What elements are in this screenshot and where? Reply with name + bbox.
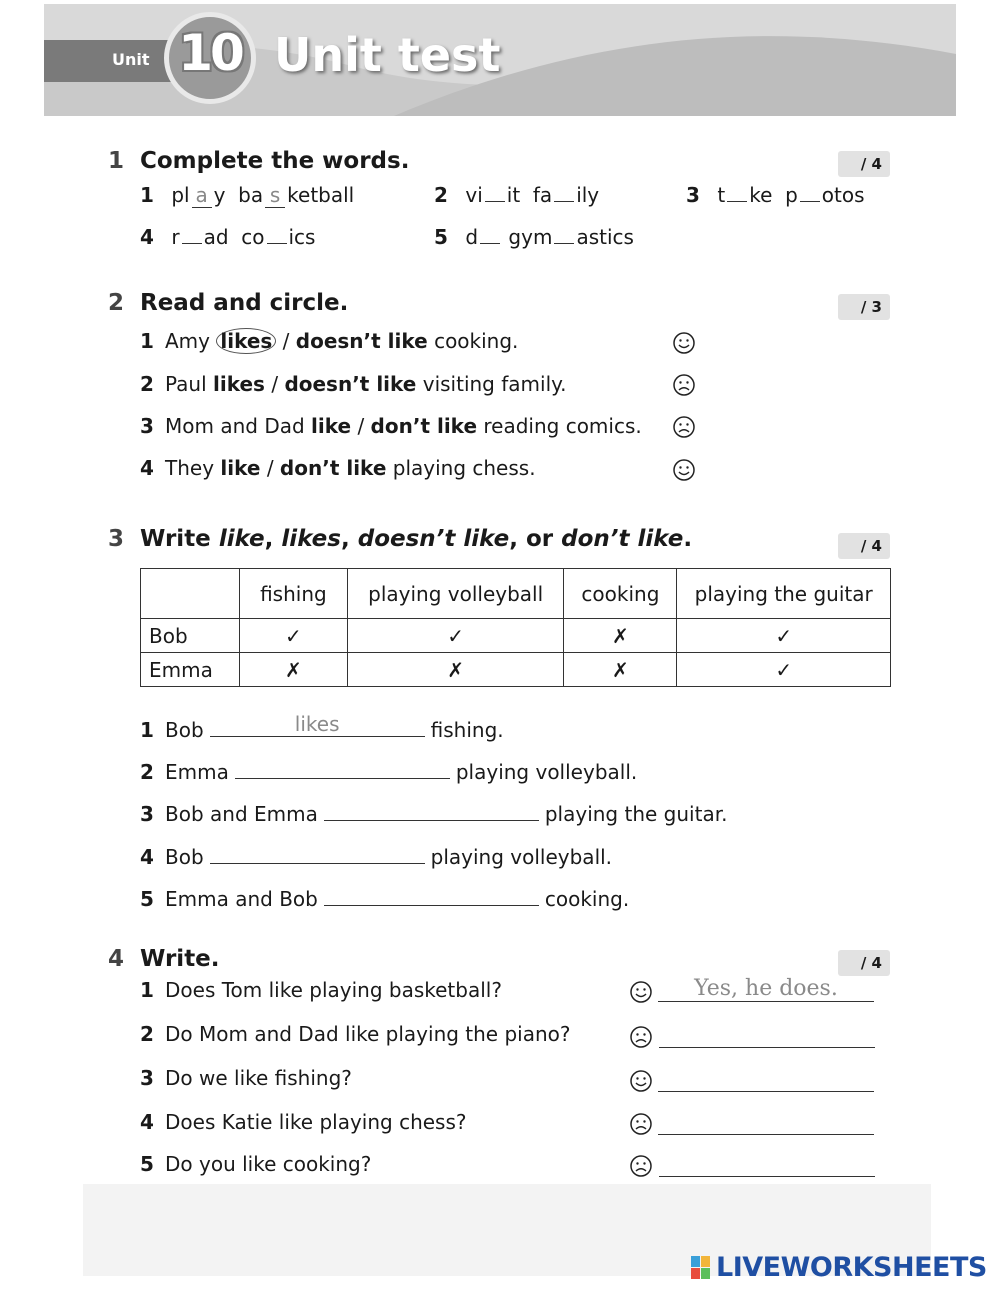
answer-blank[interactable]	[324, 885, 539, 906]
happy-face-icon	[672, 331, 696, 355]
likes-table	[140, 568, 891, 687]
word-item-5: 5 d gym astics	[434, 225, 634, 249]
mark-cell: ✗	[347, 653, 564, 687]
unit-number: 10	[178, 24, 242, 82]
mark-cell: ✗	[239, 653, 347, 687]
option-doesnt-like[interactable]: doesn’t like	[284, 372, 417, 396]
mark-cell: ✓	[677, 653, 891, 687]
option-likes-circled[interactable]: likes	[216, 328, 276, 354]
write-item-4: 4 Bob playing volleyball.	[140, 845, 613, 869]
section2-score: / 3	[838, 294, 890, 320]
mark-cell: ✓	[347, 619, 564, 653]
sad-face-icon	[629, 1112, 653, 1136]
mark-cell: ✓	[239, 619, 347, 653]
table-header-cell	[141, 569, 240, 619]
answer-blank[interactable]	[235, 758, 450, 779]
circle-item-1: 1 Amy likes / doesn’t like cooking.	[140, 329, 519, 353]
happy-face-icon	[629, 1069, 653, 1093]
page-title: Unit test	[274, 28, 501, 82]
table-header-row	[141, 569, 891, 619]
table-header-cell: cooking	[564, 569, 677, 619]
write-item-5: 5 Emma and Bob cooking.	[140, 887, 630, 911]
question-item-3: 3 Do we like fishing?	[140, 1066, 352, 1090]
write-item-1: 1 Bob likes fishing.	[140, 712, 504, 742]
answer-blank[interactable]	[324, 800, 539, 821]
circle-item-2: 2 Paul likes / doesn’t like visiting family.	[140, 372, 567, 396]
question-item-4: 4 Does Katie like playing chess?	[140, 1110, 467, 1134]
section3-score: / 4	[838, 533, 890, 559]
sad-face-icon	[672, 373, 696, 397]
option-dont-like[interactable]: don’t like	[279, 456, 387, 480]
write-item-3: 3 Bob and Emma playing the guitar.	[140, 802, 728, 826]
option-dont-like[interactable]: don’t like	[370, 414, 478, 438]
answer-blank[interactable]	[210, 712, 425, 737]
answer-text: likes	[294, 712, 340, 736]
table-row	[141, 653, 891, 687]
question-item-5: 5 Do you like cooking?	[140, 1152, 372, 1176]
answer-blank[interactable]	[210, 843, 425, 864]
section1-number: 1	[108, 148, 125, 174]
sad-face-icon	[629, 1025, 653, 1049]
answer-line[interactable]	[659, 1156, 875, 1177]
word-blank[interactable]	[485, 185, 505, 202]
unit-label: Unit	[112, 50, 150, 69]
word-blank-filled[interactable]: a	[192, 183, 212, 208]
table-row	[141, 619, 891, 653]
table-header-cell: fishing	[239, 569, 347, 619]
table-header-cell: playing the guitar	[677, 569, 891, 619]
word-blank[interactable]	[554, 227, 574, 244]
liveworksheets-brand: LIVEWORKSHEETS	[716, 1252, 987, 1283]
sad-face-icon	[629, 1154, 653, 1178]
word-blank[interactable]	[480, 227, 500, 244]
circle-item-3: 3 Mom and Dad like / don’t like reading comics.	[140, 414, 642, 438]
mark-cell: ✗	[564, 653, 677, 687]
section3-title: Write like, likes, doesn’t like, or don’t like.	[140, 526, 693, 552]
option-like[interactable]: like	[311, 414, 352, 438]
happy-face-icon	[672, 458, 696, 482]
word-item-2: 2 vi it fa ily	[434, 183, 600, 207]
option-likes[interactable]: likes	[213, 372, 265, 396]
word-blank[interactable]	[267, 227, 287, 244]
word-item-3: 3 t ke p otos	[686, 183, 865, 207]
question-item-1: 1 Does Tom like playing basketball?	[140, 978, 502, 1002]
option-doesnt-like[interactable]: doesn’t like	[295, 329, 428, 353]
sample-answer: Yes, he does.	[694, 976, 838, 1001]
word-item-1: 1 pl a y ba s ketball	[140, 183, 355, 207]
write-item-2: 2 Emma playing volleyball.	[140, 760, 638, 784]
sad-face-icon	[672, 415, 696, 439]
word-blank[interactable]	[727, 185, 747, 202]
section2-number: 2	[108, 290, 125, 316]
row-name: Bob	[141, 619, 240, 653]
word-item-4: 4 r ad co ics	[140, 225, 316, 249]
question-item-2: 2 Do Mom and Dad like playing the piano?	[140, 1022, 571, 1046]
section4-score: / 4	[838, 950, 890, 976]
mark-cell: ✗	[564, 619, 677, 653]
word-blank-filled[interactable]: s	[265, 183, 285, 208]
answer-line[interactable]	[658, 1071, 874, 1092]
circle-item-4: 4 They like / don’t like playing chess.	[140, 456, 536, 480]
section1-title: Complete the words.	[140, 148, 410, 174]
liveworksheets-logo-icon	[691, 1256, 711, 1280]
section1-score: / 4	[838, 151, 890, 177]
happy-face-icon	[629, 980, 653, 1004]
option-like[interactable]: like	[220, 456, 261, 480]
word-blank[interactable]	[182, 227, 202, 244]
table-header-cell: playing volleyball	[347, 569, 564, 619]
section2-title: Read and circle.	[140, 290, 349, 316]
section3-number: 3	[108, 526, 125, 552]
mark-cell: ✓	[677, 619, 891, 653]
row-name: Emma	[141, 653, 240, 687]
word-blank[interactable]	[800, 185, 820, 202]
answer-line[interactable]	[658, 1114, 874, 1135]
word-blank[interactable]	[554, 185, 574, 202]
section4-number: 4	[108, 946, 125, 972]
section4-title: Write.	[140, 946, 220, 972]
answer-line[interactable]	[659, 1027, 875, 1048]
